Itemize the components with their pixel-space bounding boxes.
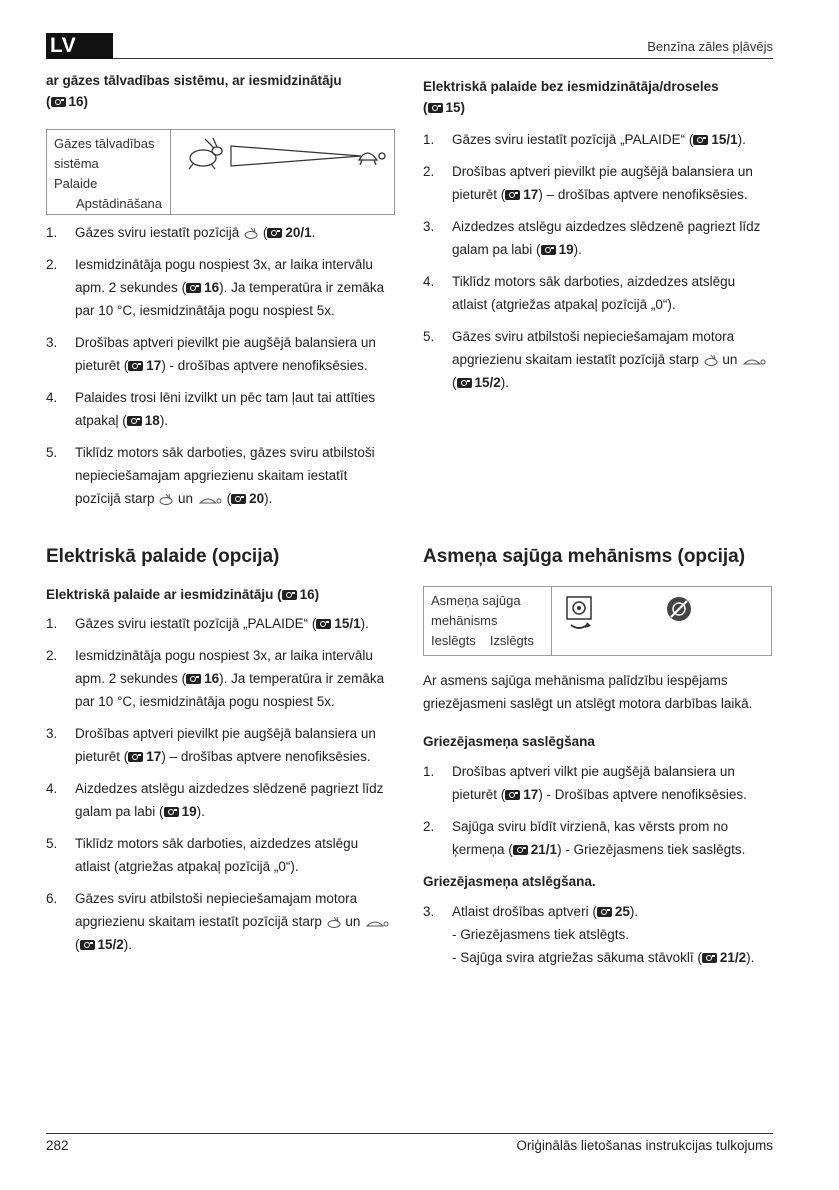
clutch-disengaged-label: Izslēgts: [489, 633, 534, 648]
list-item: 4. Aizdedzes atslēgu aizdedzes slēdzenē pagriezt līdz galam pa labi ( 19).: [46, 781, 384, 819]
list-item: 2. Iesmidzinātāja pogu nospiest 3x, ar laika intervālu apm. 2 sekundes ( 16). Ja temperatūra ir zemāka par 10 °C, iesmidzinātāja pogu nospiest 5x.: [46, 648, 385, 709]
footer-rule: [46, 1133, 773, 1134]
clutch-table-line2: mehānisms: [431, 613, 498, 628]
right-top-steps: [423, 128, 773, 394]
section-title-electric-start: Elektriskā palaide (opcija): [46, 546, 280, 567]
left-top-subhead: ar gāzes tālvadības sistēmu, ar iesmidzinātāju ( 16): [46, 73, 342, 109]
list-item: 3. Drošības aptveri pievilkt pie augšējā balansiera un pieturēt ( 17) - drošības aptvere nenofiksēsies.: [46, 335, 376, 373]
rabbit-icon: [243, 227, 259, 240]
left-bottom-steps: [46, 612, 396, 956]
throttle-table-line2: sistēma: [54, 156, 99, 171]
left-bottom-section: [46, 545, 396, 965]
right-top-section: [423, 76, 773, 403]
footer-text: Oriģinālās lietošanas instrukcijas tulkojums: [516, 1138, 773, 1153]
clutch-engaged-label: Ieslēgts: [431, 633, 476, 648]
list-item: 5. Tiklīdz motors sāk darboties, aizdedzes atslēgu atlaist (atgriežas atpakaļ pozīcijā „0“).: [46, 836, 359, 874]
figure-ref-icon: [128, 361, 143, 371]
left-top-section: [46, 70, 396, 519]
list-item: 2. Drošības aptveri pievilkt pie augšējā balansiera un pieturēt ( 17) – drošības aptvere nenofiksēsies.: [423, 164, 753, 202]
throttle-table-line4: Apstādināšana: [76, 196, 163, 211]
list-item: 5. Gāzes sviru atbilstoši nepieciešamajam motora apgriezienu skaitam iestatīt pozīcijā starp un ( 15/2).: [423, 325, 773, 394]
turtle-icon: [364, 917, 390, 929]
left-top-steps: [46, 221, 396, 510]
blade-disengage-steps: [423, 900, 773, 969]
section-title-blade-clutch: Asmeņa sajūga mehānisms (opcija): [423, 546, 746, 567]
list-item: 1. Gāzes sviru iestatīt pozīcijā ( 20/1.: [46, 225, 316, 240]
language-badge: LV: [46, 33, 113, 59]
figure-ref-icon: [231, 494, 246, 504]
list-item: 2. Iesmidzinātāja pogu nospiest 3x, ar laika intervālu apm. 2 sekundes ( 16). Ja temperatūra ir zemāka par 10 °C, iesmidzinātāja pogu nospiest 5x.: [46, 257, 385, 318]
figure-ref-icon: [51, 97, 66, 107]
list-item: 3. Aizdedzes atslēgu aizdedzes slēdzenē pagriezt līdz galam pa labi ( 19).: [423, 219, 761, 257]
throttle-table-line3: Palaide: [54, 176, 98, 191]
figure-ref-icon: [505, 190, 520, 200]
blade-disengage-subhead: Griezējasmeņa atslēgšana.: [423, 874, 596, 889]
list-item: 1. Gāzes sviru iestatīt pozīcijā „PALAIDE“ ( 15/1).: [46, 616, 369, 631]
left-bottom-subhead: Elektriskā palaide ar iesmidzinātāju ( 16): [46, 587, 320, 602]
rabbit-turtle-diagram: [181, 136, 391, 176]
clutch-engaged-icon: [565, 595, 595, 631]
figure-ref-icon: [164, 807, 179, 817]
page-number: 282: [46, 1138, 69, 1153]
turtle-icon: [359, 153, 385, 165]
figure-ref-icon: [127, 416, 142, 426]
blade-engage-steps: [423, 760, 773, 861]
figure-ref-icon: [316, 619, 331, 629]
list-item: 6. Gāzes sviru atbilstoši nepieciešamajam motora apgriezienu skaitam iestatīt pozīcijā starp un ( 15/2).: [46, 887, 396, 956]
list-item: 1. Gāzes sviru iestatīt pozīcijā „PALAIDE“ ( 15/1).: [423, 132, 746, 147]
right-bottom-section: [423, 545, 773, 978]
throttle-table: [46, 129, 395, 215]
clutch-disengaged-icon: [665, 595, 693, 623]
rabbit-icon: [326, 916, 342, 929]
figure-ref-icon: [513, 845, 528, 855]
list-item: 3. Drošības aptveri pievilkt pie augšējā balansiera un pieturēt ( 17) – drošības aptvere nenofiksēsies.: [46, 726, 376, 764]
rabbit-icon: [158, 493, 174, 506]
blade-clutch-table: [423, 586, 772, 656]
figure-ref-icon: [267, 228, 282, 238]
figure-ref-icon: [597, 907, 612, 917]
figure-ref-icon: [80, 940, 95, 950]
right-top-subhead: Elektriskā palaide bez iesmidzinātāja/droseles ( 15): [423, 79, 719, 115]
list-item: 5. Tiklīdz motors sāk darboties, gāzes sviru atbilstoši nepieciešamajam apgriezienu skaitam iestatīt pozīcijā starp un ( 20).: [46, 445, 375, 506]
header-title: Benzīna zāles pļāvējs: [647, 39, 773, 54]
clutch-table-line1: Asmeņa sajūga: [431, 593, 521, 608]
list-item: 4. Tiklīdz motors sāk darboties, aizdedzes atslēgu atlaist (atgriežas atpakaļ pozīcijā „0“).: [423, 274, 736, 312]
figure-ref-icon: [428, 103, 443, 113]
blade-clutch-intro: Ar asmens sajūga mehānisma palīdzību iespējams griezējasmeni saslēgt un atslēgt motora darbības laikā.: [423, 673, 753, 711]
throttle-table-line1: Gāzes tālvadības: [54, 136, 155, 151]
turtle-icon: [197, 494, 223, 506]
figure-ref-icon: [128, 752, 143, 762]
figure-ref-icon: [702, 953, 717, 963]
list-item: 4. Palaides trosi lēni izvilkt un pēc tam ļaut tai attīties atpakaļ ( 18).: [46, 390, 376, 428]
figure-ref-icon: [541, 245, 556, 255]
list-item: 3. Atlaist drošības aptveri ( 25). - Griezējasmens tiek atslēgts. - Sajūga svira atgriežas sākuma stāvoklī ( 21/2).: [423, 904, 755, 965]
list-item: 1. Drošības aptveri vilkt pie augšējā balansiera un pieturēt ( 17) - Drošības aptvere nenofiksēsies.: [423, 764, 747, 802]
header-rule: [113, 58, 773, 59]
figure-ref-icon: [186, 283, 201, 293]
figure-ref-icon: [693, 135, 708, 145]
figure-ref-icon: [505, 790, 520, 800]
turtle-icon: [741, 355, 767, 367]
figure-ref-icon: [457, 378, 472, 388]
figure-ref-icon: [186, 674, 201, 684]
figure-ref-icon: [282, 590, 297, 600]
rabbit-icon: [189, 138, 222, 169]
list-item: 2. Sajūga sviru bīdīt virzienā, kas vērsts prom no ķermeņa ( 21/1) - Griezējasmens tiek saslēgts.: [423, 819, 746, 857]
blade-engage-subhead: Griezējasmeņa saslēgšana: [423, 734, 595, 749]
speed-wedge: [231, 146, 361, 166]
rabbit-icon: [703, 354, 719, 367]
